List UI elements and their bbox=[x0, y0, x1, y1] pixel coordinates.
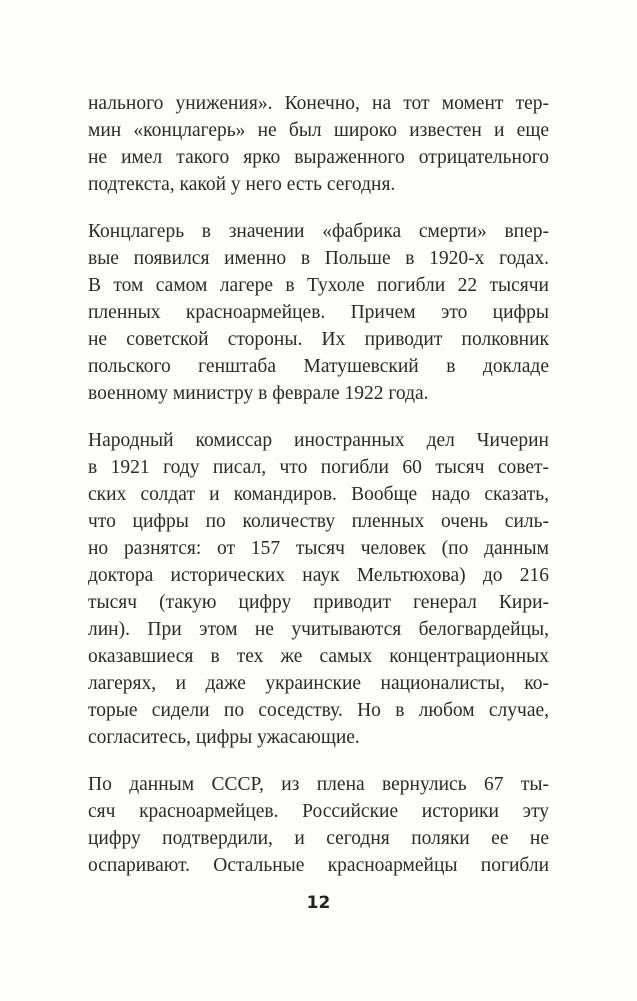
text-line: Народный комиссар иностранных дел Чичерин bbox=[88, 430, 549, 451]
text-line: польского генштаба Матушевский в докладе bbox=[88, 356, 549, 377]
paragraph bbox=[88, 218, 549, 407]
text-line: тысяч (такую цифру приводит генерал Кири- bbox=[88, 592, 549, 613]
text-line: В том самом лагере в Тухоле погибли 22 тысячи bbox=[88, 275, 549, 296]
text-line: но разнятся: от 157 тысяч человек (по данным bbox=[88, 538, 549, 559]
text-line: ских солдат и командиров. Вообще надо сказать, bbox=[88, 484, 549, 505]
text-line: Концлагерь в значении «фабрика смерти» впер- bbox=[88, 221, 549, 242]
text-line: лагерях, и даже украинские националисты, ко- bbox=[88, 673, 549, 694]
text-line: оспаривают. Остальные красноармейцы погибли bbox=[88, 855, 549, 876]
text-line: цифру подтвердили, и сегодня поляки ее не bbox=[88, 828, 549, 849]
text-line: торые сидели по соседству. Но в любом случае, bbox=[88, 700, 549, 721]
text-line: сяч красноармейцев. Российские историки эту bbox=[88, 801, 549, 822]
text-line: в 1921 году писал, что погибли 60 тысяч совет- bbox=[88, 457, 549, 478]
text-line: лин). При этом не учитываются белогвардейцы, bbox=[88, 619, 549, 640]
text-line: оказавшиеся в тех же самых концентрационных bbox=[88, 646, 549, 667]
text-line: согласитесь, цифры ужасающие. bbox=[88, 727, 360, 748]
text-line: нального унижения». Конечно, на тот момент тер- bbox=[88, 93, 549, 114]
text-line: вые появился именно в Польше в 1920-х годах. bbox=[88, 248, 549, 269]
text-line: подтекста, какой у него есть сегодня. bbox=[88, 174, 396, 195]
text-line: По данным СССР, из плена вернулись 67 ты- bbox=[88, 774, 549, 795]
paragraph bbox=[88, 427, 549, 751]
text-line: не советской стороны. Их приводит полковник bbox=[88, 329, 549, 350]
text-line: военному министру в феврале 1922 года. bbox=[88, 383, 429, 404]
page-number: 12 bbox=[306, 893, 331, 913]
text-line: мин «концлагерь» не был широко известен и еще bbox=[88, 120, 549, 141]
paragraph bbox=[88, 771, 549, 879]
text-line: что цифры по количеству пленных очень силь- bbox=[88, 511, 549, 532]
text-line: доктора исторических наук Мельтюхова) до 216 bbox=[88, 565, 549, 586]
book-page-body bbox=[88, 90, 549, 899]
text-line: пленных красноармейцев. Причем это цифры bbox=[88, 302, 549, 323]
paragraph bbox=[88, 90, 549, 198]
text-line: не имел такого ярко выраженного отрицательного bbox=[88, 147, 549, 168]
